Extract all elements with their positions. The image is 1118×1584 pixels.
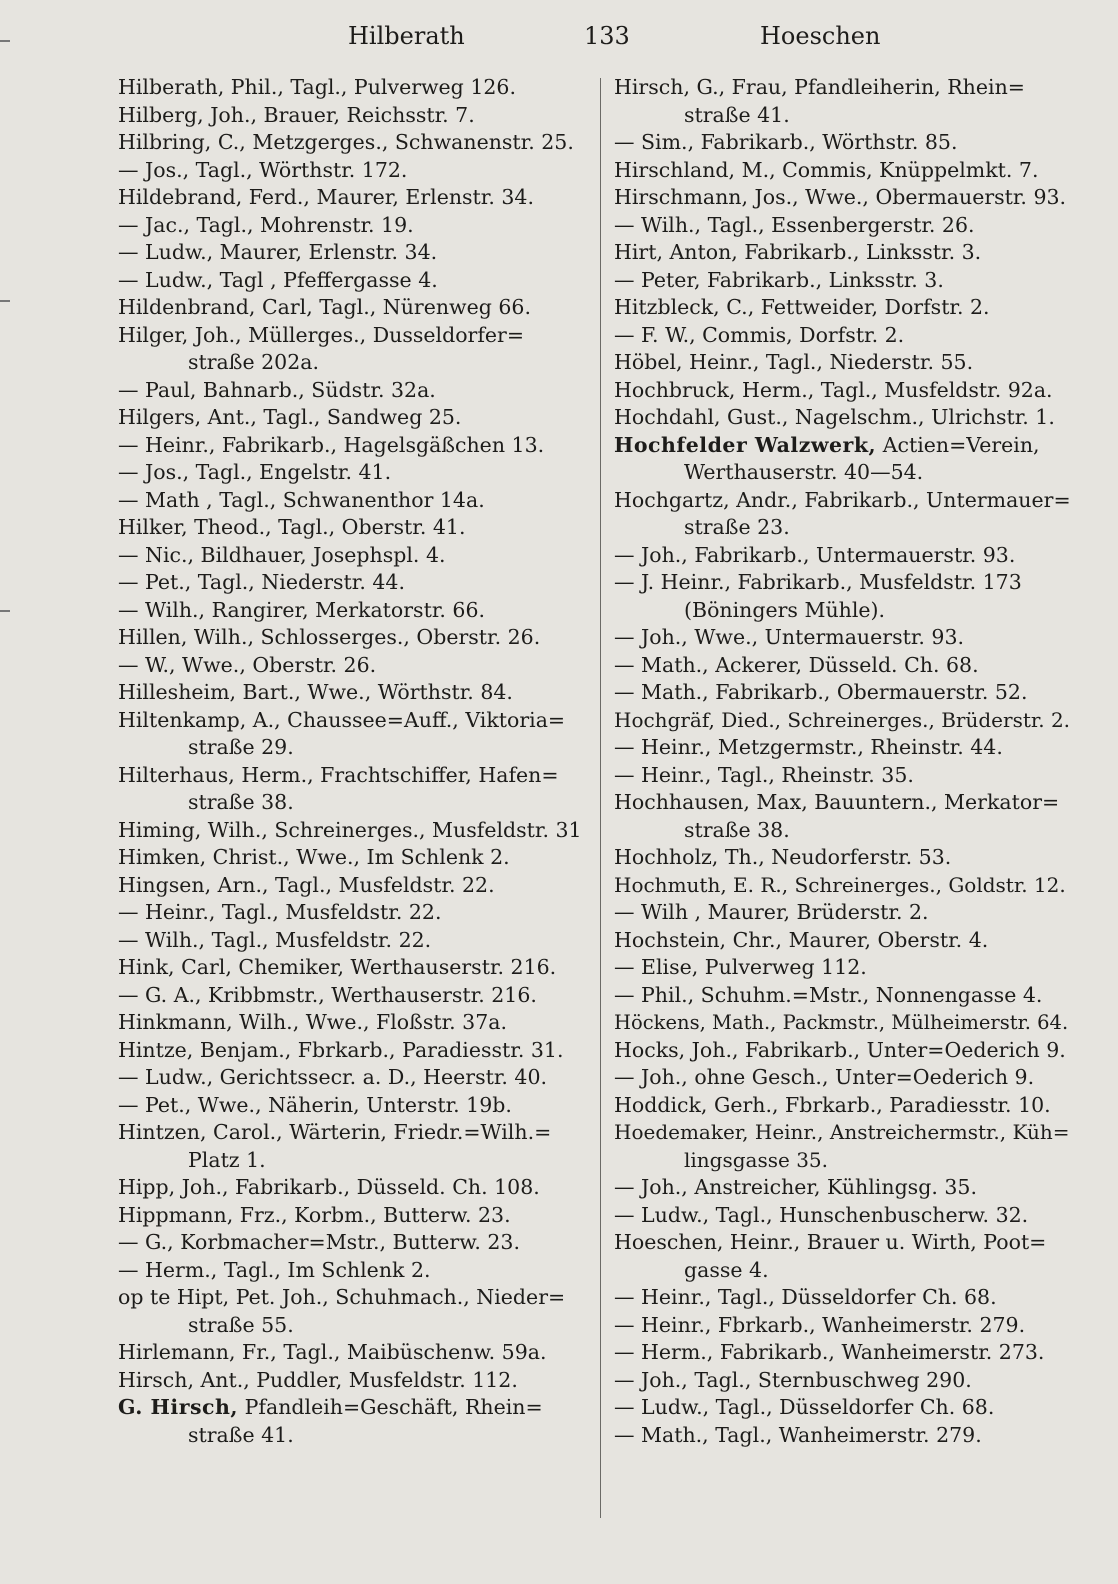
directory-entry — [118, 377, 588, 405]
entry-text: Hildebrand, Ferd., Maurer, Erlenstr. 34. — [118, 185, 534, 209]
directory-entry — [614, 542, 1074, 570]
directory-entry — [118, 899, 588, 927]
entry-text: Hingsen, Arn., Tagl., Musfeldstr. 22. — [118, 872, 495, 897]
entry-text: — Pet., Tagl., Niederstr. 44. — [118, 570, 405, 594]
directory-entry — [118, 679, 588, 707]
directory-entry — [614, 129, 1074, 157]
entry-text: — Heinr., Tagl., Düsseldorfer Ch. 68. — [614, 1285, 997, 1309]
left-column — [118, 74, 588, 1449]
entry-text: — Wilh., Tagl., Essenbergerstr. 26. — [614, 212, 975, 237]
directory-entry — [118, 514, 588, 542]
entry-text: — Sim., Fabrikarb., Wörthstr. 85. — [614, 130, 958, 154]
entry-text: — Joh., Anstreicher, Kühlingsg. 35. — [614, 1175, 977, 1199]
entry-text: — Peter, Fabrikarb., Linksstr. 3. — [614, 267, 944, 292]
directory-entry — [118, 1229, 588, 1257]
page-number: 133 — [584, 22, 630, 50]
entry-text: Hippmann, Frz., Korbm., Butterw. 23. — [118, 1202, 511, 1227]
directory-entry — [118, 1064, 588, 1092]
entry-text: — Joh., Tagl., Sternbuschweg 290. — [614, 1367, 972, 1392]
entry-text: — Heinr., Tagl., Rheinstr. 35. — [614, 762, 914, 787]
entry-text: Hirsch, Ant., Puddler, Musfeldstr. 112. — [118, 1367, 518, 1392]
directory-entry — [118, 1174, 588, 1202]
directory-entry — [614, 1312, 1074, 1340]
entry-continuation: straße 38. — [188, 790, 294, 814]
entry-text: Hitzbleck, C., Fettweider, Dorfstr. 2. — [614, 295, 990, 319]
directory-entry — [118, 1394, 588, 1449]
entry-text: Hink, Carl, Chemiker, Werthauserstr. 216. — [118, 955, 557, 979]
directory-entry — [118, 157, 588, 185]
directory-entry — [614, 624, 1074, 652]
directory-entry — [614, 404, 1074, 432]
directory-entry — [614, 1422, 1074, 1450]
entry-text: Hirlemann, Fr., Tagl., Maibüschenw. 59a. — [118, 1340, 547, 1364]
entry-text: Hochgräf, Died., Schreinerges., Brüderstr. 2. — [614, 707, 1071, 732]
directory-entry — [614, 789, 1074, 844]
entry-text: Hochhausen, Max, Bauuntern., Merkator= — [614, 790, 1060, 814]
entry-text: — Ludw., Tagl , Pfeffergasse 4. — [118, 267, 438, 292]
directory-entry — [118, 129, 588, 157]
directory-entry — [614, 184, 1074, 212]
directory-entry — [614, 1174, 1074, 1202]
directory-entry — [614, 899, 1074, 927]
entry-text: Hinkmann, Wilh., Wwe., Floßstr. 37a. — [118, 1010, 508, 1034]
entry-text: Actien=Verein, — [876, 432, 1040, 457]
entry-text: Hillen, Wilh., Schlosserges., Oberstr. 26. — [118, 625, 541, 649]
entry-text: Hintze, Benjam., Fbrkarb., Paradiesstr. 31. — [118, 1037, 564, 1062]
entry-text: — Ludw., Tagl., Hunschenbuscherw. 32. — [614, 1202, 1029, 1227]
entry-continuation: straße 202a. — [188, 350, 319, 374]
directory-entry — [118, 844, 588, 872]
directory-entry — [118, 184, 588, 212]
entry-text: — J. Heinr., Fabrikarb., Musfeldstr. 173 — [614, 570, 1022, 594]
entry-text: Hillesheim, Bart., Wwe., Wörthstr. 84. — [118, 680, 513, 704]
directory-entry — [614, 294, 1074, 322]
entry-continuation: gasse 4. — [684, 1257, 769, 1282]
entry-text: Hocks, Joh., Fabrikarb., Unter=Oederich 9. — [614, 1037, 1066, 1062]
directory-entry — [614, 212, 1074, 240]
directory-entry — [118, 569, 588, 597]
entry-text: — Jac., Tagl., Mohrenstr. 19. — [118, 212, 414, 237]
entry-text: Hochmuth, E. R., Schreinerges., Goldstr. 12. — [614, 872, 1066, 897]
directory-entry — [118, 1257, 588, 1285]
entry-text: Hirt, Anton, Fabrikarb., Linksstr. 3. — [614, 240, 982, 264]
directory-entry — [614, 1394, 1074, 1422]
directory-entry — [118, 652, 588, 680]
entry-text: — F. W., Commis, Dorfstr. 2. — [614, 322, 905, 347]
directory-entry — [118, 817, 588, 845]
entry-text: Hilbring, C., Metzgerges., Schwanenstr. 25. — [118, 130, 574, 154]
directory-entry — [614, 377, 1074, 405]
directory-entry — [614, 679, 1074, 707]
entry-continuation: lingsgasse 35. — [684, 1147, 828, 1172]
column-divider — [600, 78, 601, 1518]
entry-text: Hilberath, Phil., Tagl., Pulverweg 126. — [118, 75, 516, 99]
directory-entry — [118, 239, 588, 267]
entry-text: Hilgers, Ant., Tagl., Sandweg 25. — [118, 405, 462, 429]
entry-text: — Pet., Wwe., Näherin, Unterstr. 19b. — [118, 1092, 512, 1117]
entry-text: — Math , Tagl., Schwanenthor 14a. — [118, 487, 485, 512]
entry-continuation: (Böningers Mühle). — [684, 597, 886, 622]
directory-entry — [118, 294, 588, 322]
directory-entry — [614, 1202, 1074, 1230]
directory-entry — [118, 1284, 588, 1339]
directory-entry — [118, 487, 588, 515]
entry-text: Pfandleih=Geschäft, Rhein= — [238, 1395, 543, 1419]
directory-entry — [614, 1037, 1074, 1065]
entry-text: Hintzen, Carol., Wärterin, Friedr.=Wilh.= — [118, 1120, 552, 1144]
directory-entry — [614, 1367, 1074, 1395]
entry-bold-name: G. Hirsch, — [118, 1395, 239, 1419]
directory-entry — [118, 1119, 588, 1174]
entry-text: — Ludw., Maurer, Erlenstr. 34. — [118, 240, 438, 264]
directory-entry — [118, 267, 588, 295]
directory-entry — [118, 872, 588, 900]
directory-entry — [614, 487, 1074, 542]
entry-text: Hirschmann, Jos., Wwe., Obermauerstr. 93. — [614, 185, 1067, 209]
directory-entry — [118, 102, 588, 130]
entry-text: — Heinr., Tagl., Musfeldstr. 22. — [118, 900, 442, 924]
entry-text: Hipp, Joh., Fabrikarb., Düsseld. Ch. 108. — [118, 1175, 540, 1199]
directory-entry — [118, 982, 588, 1010]
entry-text: Hilker, Theod., Tagl., Oberstr. 41. — [118, 515, 466, 539]
entry-text: Hoddick, Gerh., Fbrkarb., Paradiesstr. 10. — [614, 1092, 1051, 1117]
directory-entry — [614, 157, 1074, 185]
directory-entry — [118, 322, 588, 377]
directory-entry — [614, 652, 1074, 680]
directory-entry — [118, 1202, 588, 1230]
directory-entry — [118, 459, 588, 487]
entry-continuation: straße 41. — [188, 1422, 294, 1447]
entry-text: — Math., Fabrikarb., Obermauerstr. 52. — [614, 680, 1028, 704]
entry-text: — G. A., Kribbmstr., Werthauserstr. 216. — [118, 982, 537, 1007]
running-header — [0, 14, 1118, 60]
entry-text: Hochdahl, Gust., Nagelschm., Ulrichstr. 1. — [614, 405, 1055, 429]
entry-continuation: straße 23. — [684, 515, 790, 539]
page-edge-mark — [0, 610, 10, 612]
entry-text: Hilger, Joh., Müllerges., Dusseldorfer= — [118, 322, 525, 347]
entry-continuation: Werthauserstr. 40—54. — [684, 460, 924, 484]
entry-continuation: Platz 1. — [188, 1147, 266, 1172]
entry-text: Hochstein, Chr., Maurer, Oberstr. 4. — [614, 927, 989, 952]
entry-text: — Nic., Bildhauer, Josephspl. 4. — [118, 542, 446, 567]
entry-text: Hiltenkamp, A., Chaussee=Auff., Viktoria= — [118, 707, 566, 732]
entry-text: — Math., Tagl., Wanheimerstr. 279. — [614, 1422, 982, 1447]
directory-entry — [118, 1367, 588, 1395]
entry-text: — Heinr., Fabrikarb., Hagelsgäßchen 13. — [118, 432, 545, 457]
entry-text: Höbel, Heinr., Tagl., Niederstr. 55. — [614, 350, 974, 374]
directory-entry — [118, 707, 588, 762]
directory-entry — [118, 1339, 588, 1367]
entry-continuation: straße 55. — [188, 1312, 294, 1337]
directory-entry — [614, 1339, 1074, 1367]
directory-entry — [118, 624, 588, 652]
entry-text: Hirsch, G., Frau, Pfandleiherin, Rhein= — [614, 75, 1025, 99]
entry-text: — G., Korbmacher=Mstr., Butterw. 23. — [118, 1230, 520, 1254]
directory-entry — [614, 927, 1074, 955]
page-edge-mark — [0, 300, 10, 302]
entry-text: — Herm., Tagl., Im Schlenk 2. — [118, 1257, 431, 1282]
header-left-keyword: Hilberath — [348, 22, 465, 50]
directory-entry — [614, 569, 1074, 624]
entry-text: — Ludw., Gerichtssecr. a. D., Heerstr. 40. — [118, 1065, 548, 1089]
entry-text: Hoedemaker, Heinr., Anstreichermstr., Küh= — [614, 1120, 1070, 1144]
entry-text: — Joh., Fabrikarb., Untermauerstr. 93. — [614, 542, 1016, 567]
entry-text: — Ludw., Tagl., Düsseldorfer Ch. 68. — [614, 1395, 995, 1419]
entry-text: — Phil., Schuhm.=Mstr., Nonnengasse 4. — [614, 982, 1043, 1007]
entry-text: — Heinr., Metzgermstr., Rheinstr. 44. — [614, 735, 1003, 759]
entry-text: Hochgartz, Andr., Fabrikarb., Untermauer= — [614, 487, 1071, 512]
entry-text: Hildenbrand, Carl, Tagl., Nürenweg 66. — [118, 295, 531, 319]
entry-text: — Wilh., Tagl., Musfeldstr. 22. — [118, 927, 432, 952]
entry-text: — Joh., Wwe., Untermauerstr. 93. — [614, 625, 965, 649]
entry-text: — Herm., Fabrikarb., Wanheimerstr. 273. — [614, 1340, 1045, 1364]
entry-continuation: straße 38. — [684, 817, 790, 842]
directory-entry — [118, 927, 588, 955]
entry-text: Hilberg, Joh., Brauer, Reichsstr. 7. — [118, 102, 475, 127]
directory-entry — [118, 954, 588, 982]
entry-text: Hoeschen, Heinr., Brauer u. Wirth, Poot= — [614, 1230, 1047, 1254]
entry-text: — Wilh., Rangirer, Merkatorstr. 66. — [118, 597, 485, 622]
directory-entry — [118, 1092, 588, 1120]
entry-text: Hochholz, Th., Neudorferstr. 53. — [614, 845, 952, 869]
directory-entry — [614, 322, 1074, 350]
entry-text: Himing, Wilh., Schreinerges., Musfeldstr. 31 — [118, 817, 582, 842]
entry-text: — Joh., ohne Gesch., Unter=Oederich 9. — [614, 1065, 1035, 1089]
directory-entry — [614, 872, 1074, 900]
directory-entry — [614, 982, 1074, 1010]
directory-entry — [614, 239, 1074, 267]
entry-text: Himken, Christ., Wwe., Im Schlenk 2. — [118, 845, 510, 869]
entry-text: — Wilh , Maurer, Brüderstr. 2. — [614, 900, 929, 924]
directory-entry — [118, 212, 588, 240]
entry-continuation: straße 29. — [188, 735, 294, 759]
entry-text: — Jos., Tagl., Wörthstr. 172. — [118, 157, 408, 182]
directory-entry — [614, 954, 1074, 982]
directory-entry — [614, 1064, 1074, 1092]
entry-text: — Math., Ackerer, Düsseld. Ch. 68. — [614, 652, 979, 677]
entry-text: — Jos., Tagl., Engelstr. 41. — [118, 460, 392, 484]
entry-text: — W., Wwe., Oberstr. 26. — [118, 652, 377, 677]
directory-entry — [614, 734, 1074, 762]
entry-text: — Heinr., Fbrkarb., Wanheimerstr. 279. — [614, 1312, 1026, 1337]
directory-entry — [118, 432, 588, 460]
directory-entry — [614, 707, 1074, 735]
directory-entry — [614, 1092, 1074, 1120]
directory-entry — [614, 762, 1074, 790]
header-right-keyword: Hoeschen — [760, 22, 881, 50]
entry-text: op te Hipt, Pet. Joh., Schuhmach., Nieder= — [118, 1285, 566, 1309]
directory-entry — [118, 762, 588, 817]
directory-entry — [118, 404, 588, 432]
directory-entry — [118, 74, 588, 102]
entry-continuation: straße 41. — [684, 102, 790, 127]
entry-text: Hilterhaus, Herm., Frachtschiffer, Hafen= — [118, 762, 559, 787]
directory-entry — [118, 1009, 588, 1037]
directory-entry — [118, 1037, 588, 1065]
directory-entry — [614, 844, 1074, 872]
directory-entry — [118, 542, 588, 570]
directory-entry — [614, 1229, 1074, 1284]
entry-text: Hochbruck, Herm., Tagl., Musfeldstr. 92a. — [614, 377, 1053, 402]
directory-entry — [118, 597, 588, 625]
directory-entry — [614, 1119, 1074, 1174]
directory-entry — [614, 432, 1074, 487]
directory-entry — [614, 74, 1074, 129]
entry-text: Höckens, Math., Packmstr., Mülheimerstr. 64. — [614, 1011, 1069, 1034]
directory-entry — [614, 267, 1074, 295]
directory-entry — [614, 349, 1074, 377]
entry-bold-name: Hochfelder Walzwerk, — [614, 432, 877, 457]
directory-entry — [614, 1009, 1074, 1037]
right-column — [614, 74, 1074, 1449]
directory-entry — [614, 1284, 1074, 1312]
entry-text: — Elise, Pulverweg 112. — [614, 955, 867, 979]
entry-text: Hirschland, M., Commis, Knüppelmkt. 7. — [614, 157, 1039, 182]
entry-text: — Paul, Bahnarb., Südstr. 32a. — [118, 377, 436, 402]
